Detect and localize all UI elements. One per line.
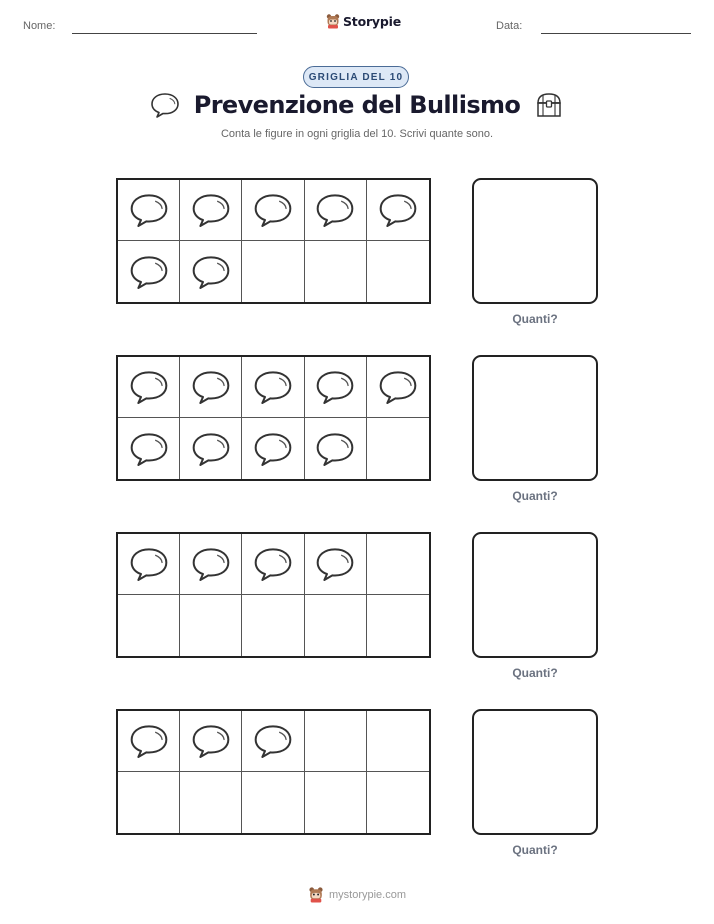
frame-cell bbox=[118, 595, 180, 656]
frame-cell bbox=[242, 418, 304, 479]
speech-bubble-icon bbox=[253, 430, 293, 468]
brand-logo bbox=[326, 13, 401, 29]
frame-cell bbox=[118, 180, 180, 241]
speech-bubble-icon bbox=[315, 191, 355, 229]
frame-cell bbox=[242, 534, 304, 595]
frame-cell bbox=[305, 595, 367, 656]
speech-bubble-icon bbox=[191, 191, 231, 229]
answer-label-2: Quanti? bbox=[512, 489, 558, 503]
frame-cell bbox=[367, 711, 429, 772]
bear-mascot-icon bbox=[326, 13, 340, 29]
frame-cell bbox=[367, 595, 429, 656]
frame-cell bbox=[305, 418, 367, 479]
frame-cell bbox=[118, 418, 180, 479]
frame-cell bbox=[242, 772, 304, 833]
frame-cell bbox=[180, 418, 242, 479]
answer-box-2[interactable] bbox=[472, 355, 598, 481]
bear-mascot-icon bbox=[308, 886, 324, 903]
frame-cell bbox=[242, 595, 304, 656]
frame-cell bbox=[367, 772, 429, 833]
ten-frame-3 bbox=[116, 532, 431, 658]
name-field[interactable] bbox=[72, 33, 257, 34]
speech-bubble-icon bbox=[150, 91, 180, 119]
answer-box-1[interactable] bbox=[472, 178, 598, 304]
frame-cell bbox=[305, 180, 367, 241]
answer-label-3: Quanti? bbox=[512, 666, 558, 680]
footer-url[interactable]: mystorypie.com bbox=[328, 888, 407, 901]
frame-cell bbox=[118, 534, 180, 595]
date-label: Data: bbox=[496, 20, 523, 32]
frame-cell bbox=[180, 711, 242, 772]
frame-cell bbox=[305, 241, 367, 302]
frame-cell bbox=[180, 357, 242, 418]
frame-cell bbox=[242, 711, 304, 772]
frame-cell bbox=[242, 180, 304, 241]
name-label: Nome: bbox=[23, 20, 56, 32]
speech-bubble-icon bbox=[129, 368, 169, 406]
answer-box-4[interactable] bbox=[472, 709, 598, 835]
frame-cell bbox=[367, 241, 429, 302]
frame-cell bbox=[367, 418, 429, 479]
speech-bubble-icon bbox=[191, 722, 231, 760]
frame-cell bbox=[118, 772, 180, 833]
frame-cell bbox=[180, 772, 242, 833]
speech-bubble-icon bbox=[129, 722, 169, 760]
speech-bubble-icon bbox=[253, 368, 293, 406]
frame-cell bbox=[367, 180, 429, 241]
worksheet-badge: GRIGLIA DEL 10 bbox=[303, 66, 409, 88]
answer-label-4: Quanti? bbox=[512, 843, 558, 857]
frame-cell bbox=[305, 534, 367, 595]
speech-bubble-icon bbox=[129, 191, 169, 229]
speech-bubble-icon bbox=[191, 545, 231, 583]
frame-cell bbox=[242, 241, 304, 302]
frame-cell bbox=[242, 357, 304, 418]
speech-bubble-icon bbox=[378, 368, 418, 406]
frame-cell bbox=[180, 241, 242, 302]
ten-frame-4 bbox=[116, 709, 431, 835]
speech-bubble-icon bbox=[129, 253, 169, 291]
speech-bubble-icon bbox=[191, 253, 231, 291]
brand-name: Storypie bbox=[343, 13, 401, 29]
speech-bubble-icon bbox=[315, 430, 355, 468]
frame-cell bbox=[305, 772, 367, 833]
answer-box-3[interactable] bbox=[472, 532, 598, 658]
speech-bubble-icon bbox=[253, 722, 293, 760]
speech-bubble-icon bbox=[253, 545, 293, 583]
speech-bubble-icon bbox=[315, 368, 355, 406]
page-title: Prevenzione del Bullismo bbox=[193, 91, 521, 119]
frame-cell bbox=[305, 357, 367, 418]
frame-cell bbox=[180, 180, 242, 241]
ten-frame-1 bbox=[116, 178, 431, 304]
frame-cell bbox=[118, 241, 180, 302]
answer-label-1: Quanti? bbox=[512, 312, 558, 326]
frame-cell bbox=[180, 534, 242, 595]
ten-frame-2 bbox=[116, 355, 431, 481]
frame-cell bbox=[180, 595, 242, 656]
speech-bubble-icon bbox=[378, 191, 418, 229]
instructions: Conta le figure in ogni griglia del 10. Scrivi quante sono. bbox=[220, 128, 494, 140]
footer bbox=[0, 886, 714, 903]
frame-cell bbox=[118, 357, 180, 418]
frame-cell bbox=[118, 711, 180, 772]
speech-bubble-icon bbox=[191, 430, 231, 468]
speech-bubble-icon bbox=[129, 545, 169, 583]
speech-bubble-icon bbox=[315, 545, 355, 583]
frame-cell bbox=[367, 534, 429, 595]
date-field[interactable] bbox=[541, 33, 691, 34]
treasure-chest-icon bbox=[534, 91, 564, 119]
speech-bubble-icon bbox=[253, 191, 293, 229]
speech-bubble-icon bbox=[129, 430, 169, 468]
frame-cell bbox=[305, 711, 367, 772]
speech-bubble-icon bbox=[191, 368, 231, 406]
frame-cell bbox=[367, 357, 429, 418]
